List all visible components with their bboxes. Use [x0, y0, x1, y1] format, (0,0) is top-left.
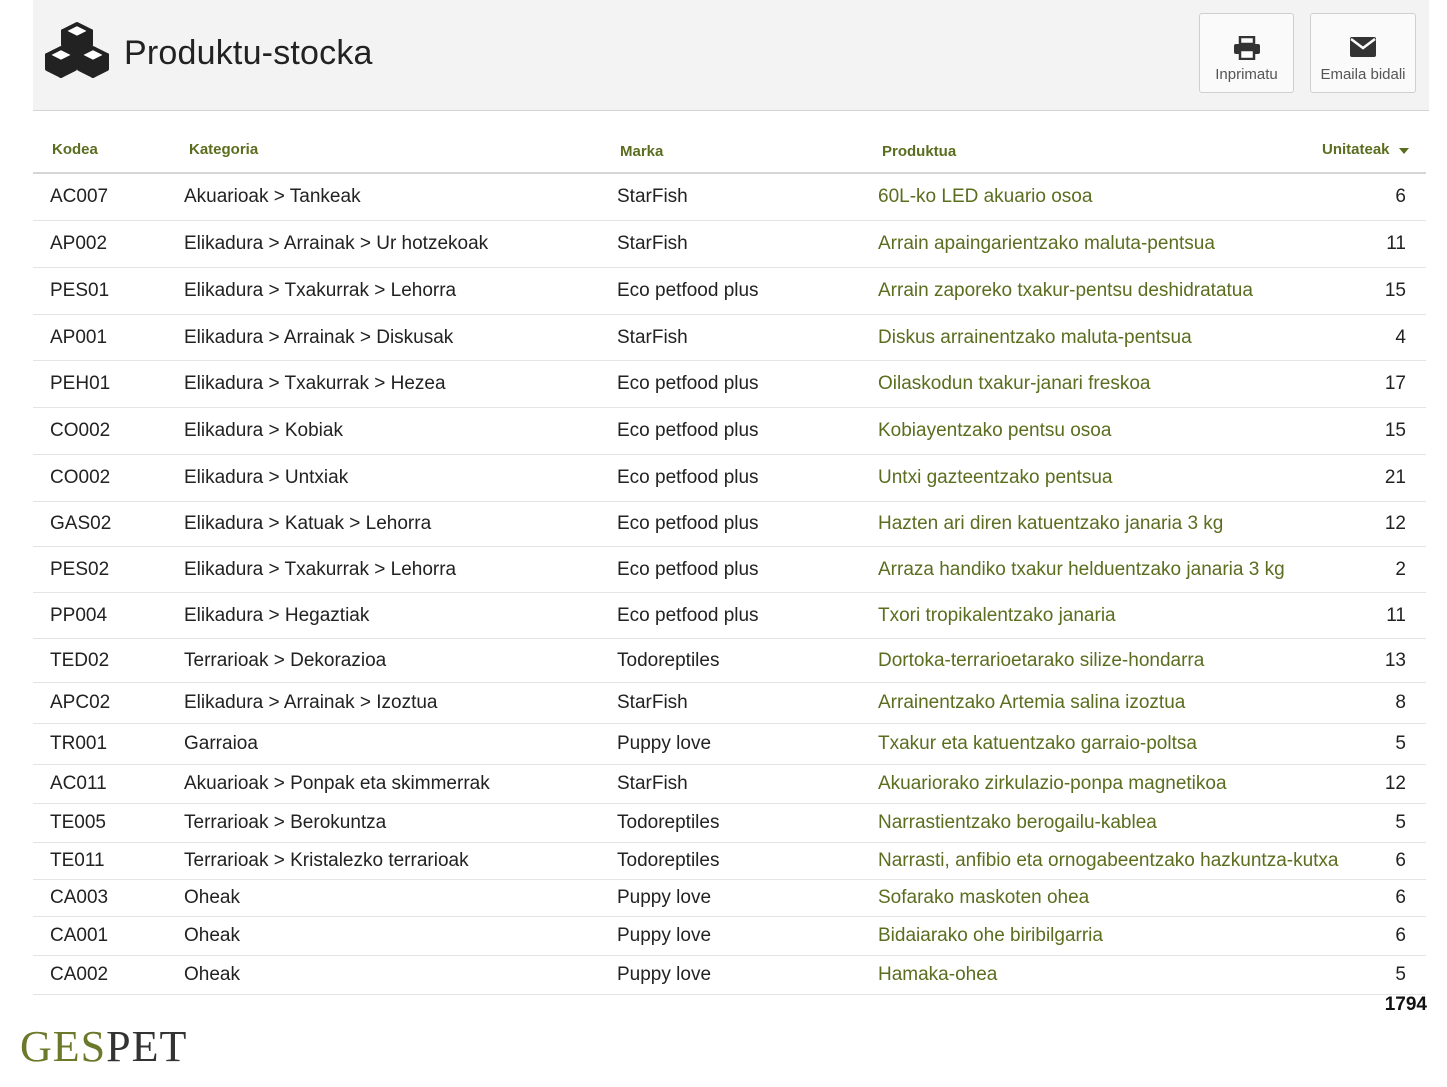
cell-product[interactable]: Akuariorako zirkulazio-ponpa magnetikoa	[878, 773, 1227, 794]
table-row[interactable]	[33, 880, 1426, 917]
cell-category: Terrarioak > Kristalezko terrarioak	[184, 850, 469, 871]
cell-units: 6	[1395, 925, 1406, 946]
envelope-icon	[1349, 36, 1377, 63]
table-body	[33, 174, 1426, 995]
table-row[interactable]	[33, 315, 1426, 361]
cell-category: Akuarioak > Ponpak eta skimmerrak	[184, 773, 490, 794]
cell-code: PP004	[50, 604, 108, 626]
page-header	[33, 0, 1429, 111]
cell-code: AC007	[50, 186, 109, 207]
table-row[interactable]	[33, 683, 1426, 724]
cell-product[interactable]: Hamaka-ohea	[878, 964, 998, 985]
cell-product[interactable]: Txakur eta katuentzako garraio-poltsa	[878, 733, 1197, 754]
caret-down-icon[interactable]	[1399, 148, 1409, 154]
cell-brand: Puppy love	[617, 925, 712, 946]
cell-category: Terrarioak > Berokuntza	[184, 812, 387, 833]
cell-brand: Eco petfood plus	[617, 513, 759, 534]
table-row[interactable]	[33, 268, 1426, 315]
cell-units: 21	[1384, 467, 1406, 488]
cell-product[interactable]: 60L-ko LED akuario osoa	[878, 186, 1093, 207]
table-row[interactable]	[33, 174, 1426, 221]
column-header-brand[interactable]: Marka	[620, 143, 664, 160]
cell-code: PEH01	[50, 373, 111, 394]
cell-category: Elikadura > Untxiak	[184, 467, 349, 488]
cell-code: AP001	[50, 326, 108, 348]
cell-code: CO002	[50, 467, 111, 488]
cell-product[interactable]: Diskus arrainentzako maluta-pentsua	[878, 326, 1192, 348]
cell-units: 6	[1395, 887, 1406, 908]
cell-category: Elikadura > Katuak > Lehorra	[184, 513, 432, 534]
table-row[interactable]	[33, 724, 1426, 765]
cell-category: Elikadura > Arrainak > Ur hotzekoak	[184, 233, 489, 254]
cell-units: 5	[1395, 733, 1406, 754]
cell-units: 6	[1395, 850, 1406, 871]
table-row[interactable]	[33, 455, 1426, 502]
cell-code: AC011	[50, 773, 107, 794]
cell-code: CA003	[50, 887, 109, 908]
cell-units: 15	[1384, 420, 1406, 441]
table-row[interactable]	[33, 221, 1426, 268]
cell-brand: Todoreptiles	[617, 850, 720, 871]
cell-product[interactable]: Kobiayentzako pentsu osoa	[878, 420, 1112, 441]
cell-brand: StarFish	[617, 326, 688, 348]
gespet-logo	[20, 1022, 188, 1071]
cell-code: CA002	[50, 964, 109, 985]
cell-product[interactable]: Arrain apaingarientzako maluta-pentsua	[878, 233, 1215, 254]
print-button-label: Inprimatu	[1215, 66, 1278, 83]
cell-code: PES01	[50, 280, 110, 301]
cell-brand: Eco petfood plus	[617, 467, 759, 488]
cell-code: GAS02	[50, 513, 112, 534]
cell-category: Elikadura > Txakurrak > Lehorra	[184, 280, 457, 301]
cell-category: Elikadura > Kobiak	[184, 420, 343, 441]
cell-units: 6	[1395, 186, 1406, 207]
table-row[interactable]	[33, 547, 1426, 593]
cell-product[interactable]: Arrain zaporeko txakur-pentsu deshidratatua	[878, 280, 1253, 301]
cubes-icon	[43, 20, 111, 80]
cell-code: APC02	[50, 692, 111, 713]
cell-category: Oheak	[184, 925, 240, 946]
cell-category: Elikadura > Arrainak > Izoztua	[184, 692, 438, 713]
cell-category: Elikadura > Arrainak > Diskusak	[184, 326, 454, 348]
page-title: Produktu-stocka	[124, 34, 373, 72]
printer-icon	[1233, 36, 1261, 65]
cell-units: 13	[1384, 649, 1406, 671]
table-row[interactable]	[33, 593, 1426, 639]
column-header-product[interactable]: Produktua	[882, 143, 957, 160]
cell-category: Elikadura > Txakurrak > Lehorra	[184, 558, 457, 580]
cell-product[interactable]: Hazten ari diren katuentzako janaria 3 kg	[878, 513, 1224, 534]
cell-brand: Puppy love	[617, 964, 712, 985]
total-units: 1794	[1384, 994, 1427, 1015]
cell-code: CA001	[50, 925, 109, 946]
cell-brand: Todoreptiles	[617, 649, 720, 671]
cell-code: PES02	[50, 558, 110, 580]
cell-brand: Eco petfood plus	[617, 420, 759, 441]
table-header	[33, 128, 1426, 174]
cell-code: CO002	[50, 420, 111, 441]
cell-units: 8	[1395, 692, 1406, 713]
cell-units: 2	[1395, 558, 1406, 580]
cell-units: 12	[1384, 773, 1406, 794]
cell-units: 12	[1384, 513, 1406, 534]
table-row[interactable]	[33, 917, 1426, 956]
send-email-button-label: Emaila bidali	[1320, 66, 1406, 83]
cell-brand: StarFish	[617, 773, 688, 794]
logo-text-pet: PET	[106, 1022, 188, 1071]
cell-product[interactable]: Txori tropikalentzako janaria	[878, 604, 1116, 626]
table-row[interactable]	[33, 843, 1426, 880]
cell-category: Elikadura > Hegaztiak	[184, 604, 370, 626]
cell-code: TR001	[50, 733, 108, 754]
table-row[interactable]	[33, 639, 1426, 683]
column-header-category[interactable]: Kategoria	[189, 141, 259, 158]
cell-category: Oheak	[184, 964, 240, 985]
cell-brand: StarFish	[617, 186, 688, 207]
cell-brand: StarFish	[617, 233, 688, 254]
cell-brand: Eco petfood plus	[617, 558, 759, 580]
cell-product[interactable]: Arraza handiko txakur helduentzako janaria 3 kg	[878, 558, 1285, 580]
logo-text-ges: GES	[20, 1022, 107, 1071]
column-header-units[interactable]: Unitateak	[1322, 141, 1390, 158]
cell-category: Oheak	[184, 887, 240, 908]
cell-product[interactable]: Dortoka-terrarioetarako silize-hondarra	[878, 649, 1205, 671]
cell-product[interactable]: Narrastientzako berogailu-kablea	[878, 812, 1157, 833]
cell-category: Garraioa	[184, 733, 258, 754]
cell-code: TE005	[50, 812, 106, 833]
cell-product[interactable]: Narrasti, anfibio eta ornogabeentzako hazkuntza-kutxa	[878, 850, 1339, 871]
print-button[interactable]	[1199, 13, 1294, 93]
cell-product[interactable]: Bidaiarako ohe biribilgarria	[878, 925, 1103, 946]
cell-units: 15	[1384, 280, 1406, 301]
stock-table	[33, 128, 1426, 995]
table-row[interactable]	[33, 361, 1426, 408]
cell-brand: Eco petfood plus	[617, 604, 759, 626]
cell-brand: StarFish	[617, 692, 688, 713]
cell-units: 4	[1395, 326, 1406, 348]
cell-product[interactable]: Arrainentzako Artemia salina izoztua	[878, 692, 1186, 713]
send-email-button[interactable]	[1310, 13, 1416, 93]
cell-units: 5	[1395, 964, 1406, 985]
cell-product[interactable]: Untxi gazteentzako pentsua	[878, 467, 1113, 488]
cell-code: AP002	[50, 233, 108, 254]
cell-brand: Eco petfood plus	[617, 373, 759, 394]
cell-category: Elikadura > Txakurrak > Hezea	[184, 373, 446, 394]
cell-brand: Puppy love	[617, 733, 712, 754]
table-row[interactable]	[33, 956, 1426, 995]
table-row[interactable]	[33, 765, 1426, 804]
cell-code: TED02	[50, 649, 110, 671]
cell-code: TE011	[50, 850, 105, 871]
table-row[interactable]	[33, 804, 1426, 843]
cell-units: 17	[1384, 373, 1406, 394]
cell-brand: Puppy love	[617, 887, 712, 908]
table-row[interactable]	[33, 408, 1426, 455]
cell-category: Akuarioak > Tankeak	[184, 186, 361, 207]
cell-units: 11	[1386, 233, 1406, 254]
cell-brand: Todoreptiles	[617, 812, 720, 833]
cell-units: 5	[1395, 812, 1406, 833]
cell-category: Terrarioak > Dekorazioa	[184, 649, 387, 671]
column-header-code[interactable]: Kodea	[52, 141, 98, 158]
cell-product[interactable]: Oilaskodun txakur-janari freskoa	[878, 373, 1151, 394]
table-row[interactable]	[33, 502, 1426, 547]
cell-units: 11	[1386, 604, 1406, 626]
cell-brand: Eco petfood plus	[617, 280, 759, 301]
cell-product[interactable]: Sofarako maskoten ohea	[878, 887, 1090, 908]
